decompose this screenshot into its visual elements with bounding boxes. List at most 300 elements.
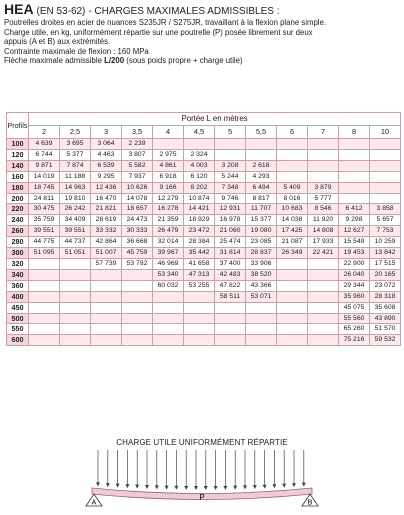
profile-cell: 100 — [7, 139, 29, 150]
load-value-cell — [277, 335, 308, 346]
load-arrow-head — [106, 483, 110, 487]
load-value-cell — [215, 324, 246, 335]
load-arrow-head — [96, 482, 100, 486]
load-value-cell — [29, 335, 60, 346]
desc-line-1: Poutrelles droites en acier de nuances S235JR / S275JR, travaillant à la flexion plane simple. — [4, 18, 327, 27]
load-value-cell — [153, 302, 184, 313]
diagram-label: CHARGE UTILE UNIFORMÉMENT RÉPARTIE — [116, 438, 288, 447]
table-row — [7, 313, 401, 324]
load-value-cell: 37 400 — [215, 258, 246, 269]
load-value-cell: 28 318 — [370, 291, 401, 302]
load-value-cell — [370, 139, 401, 150]
title-main: HEA — [4, 1, 34, 17]
load-arrow-head — [282, 484, 286, 488]
load-value-cell: 28 837 — [246, 248, 277, 259]
load-value-cell — [308, 335, 339, 346]
load-value-cell: 19 453 — [339, 248, 370, 259]
table-row — [7, 258, 401, 269]
table-row — [7, 171, 401, 182]
load-value-cell: 7 753 — [370, 226, 401, 237]
load-arrow-head — [302, 483, 306, 487]
span-header-row — [7, 126, 401, 139]
load-value-cell — [246, 313, 277, 324]
load-value-cell — [339, 149, 370, 160]
title-rest: - CHARGES MAXIMALES ADMISSIBLES : — [88, 6, 280, 17]
load-value-cell: 13 842 — [370, 248, 401, 259]
load-value-cell: 51 051 — [60, 248, 91, 259]
load-value-cell: 33 906 — [246, 258, 277, 269]
load-value-cell — [122, 313, 153, 324]
load-value-cell — [215, 335, 246, 346]
profile-cell: 220 — [7, 204, 29, 215]
load-arrow-head — [184, 486, 188, 490]
load-arrow-head — [125, 484, 129, 488]
load-value-cell: 11 707 — [246, 204, 277, 215]
load-value-cell — [60, 269, 91, 280]
load-value-cell — [29, 324, 60, 335]
load-value-cell — [91, 291, 122, 302]
profile-cell: 300 — [7, 248, 29, 259]
load-value-cell: 3 695 — [60, 139, 91, 150]
span-header-cell: 8 — [339, 126, 370, 139]
load-value-cell — [308, 258, 339, 269]
load-value-cell: 8 016 — [277, 193, 308, 204]
span-header-cell: 5 — [215, 126, 246, 139]
table-row — [7, 248, 401, 259]
load-value-cell: 75 216 — [339, 335, 370, 346]
load-value-cell: 18 745 — [29, 182, 60, 193]
span-header-cell: 3 — [91, 126, 122, 139]
load-value-cell: 22 421 — [308, 248, 339, 259]
load-value-cell: 60 032 — [153, 280, 184, 291]
load-value-cell: 10 874 — [184, 193, 215, 204]
load-arrow-head — [272, 484, 276, 488]
table-row — [7, 280, 401, 291]
load-value-cell — [60, 302, 91, 313]
table-row — [7, 204, 401, 215]
load-value-cell: 2 239 — [122, 139, 153, 150]
load-value-cell — [308, 171, 339, 182]
load-value-cell: 10 626 — [122, 182, 153, 193]
table-row — [7, 160, 401, 171]
header — [4, 3, 402, 66]
load-arrow-head — [116, 484, 120, 488]
load-value-cell: 21 359 — [153, 215, 184, 226]
load-value-cell: 16 978 — [215, 215, 246, 226]
load-value-cell: 5 409 — [277, 182, 308, 193]
load-value-cell — [277, 302, 308, 313]
load-value-cell: 22 900 — [339, 258, 370, 269]
load-value-cell: 9 746 — [215, 193, 246, 204]
table-head-row-1 — [7, 113, 401, 126]
span-header-cell: 4 — [153, 126, 184, 139]
load-value-cell — [60, 335, 91, 346]
load-value-cell: 16 470 — [91, 193, 122, 204]
load-arrow-head — [145, 485, 149, 489]
profile-cell: 400 — [7, 291, 29, 302]
fleche-line — [4, 56, 402, 66]
load-value-cell — [339, 160, 370, 171]
profile-cell: 240 — [7, 215, 29, 226]
profile-cell: 160 — [7, 171, 29, 182]
load-value-cell: 3 807 — [122, 149, 153, 160]
load-value-cell: 15 549 — [339, 237, 370, 248]
table-row — [7, 335, 401, 346]
load-value-cell — [122, 335, 153, 346]
span-header-cell: 6 — [277, 126, 308, 139]
beam-label: P — [199, 493, 205, 502]
load-value-cell — [308, 324, 339, 335]
load-value-cell — [184, 291, 215, 302]
load-value-cell: 33 332 — [91, 226, 122, 237]
load-value-cell — [153, 139, 184, 150]
load-value-cell: 2 618 — [246, 160, 277, 171]
load-value-cell: 53 071 — [246, 291, 277, 302]
load-value-cell: 35 442 — [184, 248, 215, 259]
profile-cell: 340 — [7, 269, 29, 280]
load-value-cell: 29 344 — [339, 280, 370, 291]
load-value-cell: 53 340 — [153, 269, 184, 280]
load-value-cell: 23 072 — [370, 280, 401, 291]
table-row — [7, 215, 401, 226]
title-ref: (EN 53-62) — [36, 6, 86, 17]
span-header-cell: 7 — [308, 126, 339, 139]
fleche-value: L/200 — [104, 56, 125, 66]
load-value-cell: 11 188 — [60, 171, 91, 182]
load-arrow-head — [243, 485, 247, 489]
load-value-cell: 12 627 — [339, 226, 370, 237]
table-row — [7, 226, 401, 237]
load-value-cell: 9 871 — [29, 160, 60, 171]
load-value-cell — [308, 313, 339, 324]
load-value-cell: 43 890 — [370, 313, 401, 324]
load-arrow-head — [214, 486, 218, 490]
load-value-cell: 6 539 — [91, 160, 122, 171]
load-value-cell: 24 473 — [122, 215, 153, 226]
load-value-cell — [122, 291, 153, 302]
load-value-cell: 9 298 — [339, 215, 370, 226]
load-value-cell — [277, 160, 308, 171]
load-value-cell — [246, 139, 277, 150]
load-value-cell: 5 777 — [308, 193, 339, 204]
profile-cell: 320 — [7, 258, 29, 269]
load-value-cell — [122, 269, 153, 280]
load-value-cell: 44 737 — [60, 237, 91, 248]
load-value-cell: 42 483 — [215, 269, 246, 280]
table-row — [7, 302, 401, 313]
load-value-cell: 8 202 — [184, 182, 215, 193]
load-value-cell — [308, 291, 339, 302]
load-value-cell — [339, 193, 370, 204]
load-value-cell — [277, 171, 308, 182]
load-value-cell: 38 520 — [246, 269, 277, 280]
load-value-cell: 7 937 — [122, 171, 153, 182]
load-value-cell: 12 279 — [153, 193, 184, 204]
load-value-cell: 20 165 — [370, 269, 401, 280]
load-value-cell: 14 421 — [184, 204, 215, 215]
load-value-cell: 35 608 — [370, 302, 401, 313]
load-value-cell — [60, 313, 91, 324]
load-value-cell — [122, 324, 153, 335]
load-value-cell: 3 208 — [215, 160, 246, 171]
load-value-cell — [308, 302, 339, 313]
beam-svg — [82, 437, 322, 513]
load-value-cell — [277, 313, 308, 324]
load-value-cell: 39 551 — [29, 226, 60, 237]
load-value-cell — [215, 139, 246, 150]
load-value-cell — [339, 171, 370, 182]
load-value-cell — [277, 291, 308, 302]
load-value-cell: 15 377 — [246, 215, 277, 226]
load-value-cell: 14 019 — [29, 171, 60, 182]
load-value-cell — [29, 313, 60, 324]
load-value-cell — [370, 160, 401, 171]
desc-line-4: Contrainte maximale de flexion : 160 MPa — [4, 46, 149, 56]
load-value-cell: 36 668 — [122, 237, 153, 248]
load-value-cell: 57 739 — [91, 258, 122, 269]
load-value-cell: 23 085 — [246, 237, 277, 248]
load-value-cell — [215, 149, 246, 160]
load-value-cell — [246, 324, 277, 335]
load-value-cell: 2 324 — [184, 149, 215, 160]
load-value-cell — [91, 269, 122, 280]
load-value-cell: 9 295 — [91, 171, 122, 182]
load-value-cell: 5 657 — [370, 215, 401, 226]
profile-cell: 120 — [7, 149, 29, 160]
load-value-cell: 17 425 — [277, 226, 308, 237]
load-value-cell: 23 472 — [184, 226, 215, 237]
load-value-cell: 39 967 — [153, 248, 184, 259]
load-value-cell — [308, 280, 339, 291]
load-value-cell — [215, 313, 246, 324]
load-value-cell — [277, 149, 308, 160]
load-value-cell: 21 087 — [277, 237, 308, 248]
load-value-cell: 26 479 — [153, 226, 184, 237]
load-value-cell: 53 782 — [122, 258, 153, 269]
load-value-cell — [91, 280, 122, 291]
load-value-cell — [308, 139, 339, 150]
load-value-cell — [60, 280, 91, 291]
load-value-cell — [60, 258, 91, 269]
span-header-cell: 3,5 — [122, 126, 153, 139]
load-arrow-head — [233, 486, 237, 490]
load-value-cell: 2 975 — [153, 149, 184, 160]
load-value-cell: 4 463 — [91, 149, 122, 160]
profile-cell: 140 — [7, 160, 29, 171]
load-value-cell — [277, 324, 308, 335]
load-value-cell: 65 260 — [339, 324, 370, 335]
load-value-cell — [184, 324, 215, 335]
load-value-cell: 45 759 — [122, 248, 153, 259]
load-value-cell: 4 639 — [29, 139, 60, 150]
load-value-cell — [215, 302, 246, 313]
load-value-cell — [153, 291, 184, 302]
table-row — [7, 193, 401, 204]
load-value-cell — [339, 182, 370, 193]
load-value-cell: 4 861 — [153, 160, 184, 171]
profile-cell: 180 — [7, 182, 29, 193]
load-value-cell: 8 546 — [308, 204, 339, 215]
load-value-cell — [370, 193, 401, 204]
table-row — [7, 149, 401, 160]
beam-diagram — [82, 437, 322, 513]
load-value-cell — [246, 302, 277, 313]
load-value-cell: 47 822 — [215, 280, 246, 291]
load-value-cell — [29, 302, 60, 313]
load-value-cell: 14 808 — [308, 226, 339, 237]
load-value-cell: 6 494 — [246, 182, 277, 193]
fleche-prefix: Flèche maximale admissible — [4, 56, 105, 66]
table-row — [7, 324, 401, 335]
load-value-cell — [277, 269, 308, 280]
load-arrow-head — [263, 485, 267, 489]
load-value-cell: 30 475 — [29, 204, 60, 215]
load-value-cell: 17 515 — [370, 258, 401, 269]
load-value-cell: 17 933 — [308, 237, 339, 248]
load-value-cell — [29, 258, 60, 269]
table-row — [7, 237, 401, 248]
load-value-cell: 12 436 — [91, 182, 122, 193]
load-value-cell: 55 560 — [339, 313, 370, 324]
load-value-cell — [308, 269, 339, 280]
load-value-cell: 18 929 — [184, 215, 215, 226]
load-value-cell: 51 007 — [91, 248, 122, 259]
load-value-cell: 12 931 — [215, 204, 246, 215]
load-value-cell: 7 348 — [215, 182, 246, 193]
load-arrow-head — [292, 483, 296, 487]
profile-cell: 600 — [7, 335, 29, 346]
load-value-cell — [60, 324, 91, 335]
load-arrow-head — [194, 486, 198, 490]
load-value-cell — [153, 313, 184, 324]
load-value-cell: 26 040 — [339, 269, 370, 280]
load-value-cell — [153, 335, 184, 346]
load-value-cell: 26 242 — [60, 204, 91, 215]
load-value-cell: 30 333 — [122, 226, 153, 237]
load-value-cell: 14 963 — [60, 182, 91, 193]
load-value-cell: 51 570 — [370, 324, 401, 335]
span-header-cell: 4,5 — [184, 126, 215, 139]
load-value-cell: 34 409 — [60, 215, 91, 226]
load-value-cell: 9 166 — [153, 182, 184, 193]
load-value-cell: 16 278 — [153, 204, 184, 215]
span-header-cell: 5,5 — [246, 126, 277, 139]
profile-cell: 550 — [7, 324, 29, 335]
load-value-cell: 3 858 — [370, 204, 401, 215]
load-value-cell — [91, 335, 122, 346]
load-value-cell: 35 759 — [29, 215, 60, 226]
load-arrows — [96, 450, 306, 490]
load-value-cell — [60, 291, 91, 302]
load-arrow-head — [204, 486, 208, 490]
load-value-cell: 53 255 — [184, 280, 215, 291]
load-value-cell — [184, 139, 215, 150]
load-value-cell — [246, 335, 277, 346]
load-value-cell: 3 879 — [308, 182, 339, 193]
load-value-cell — [370, 182, 401, 193]
load-value-cell — [184, 313, 215, 324]
load-value-cell: 8 817 — [246, 193, 277, 204]
load-arrow-head — [135, 485, 139, 489]
load-value-cell: 59 532 — [370, 335, 401, 346]
load-value-cell: 46 969 — [153, 258, 184, 269]
span-header-cell: 2 — [29, 126, 60, 139]
load-value-cell: 6 918 — [153, 171, 184, 182]
load-value-cell: 28 384 — [184, 237, 215, 248]
load-value-cell: 58 511 — [215, 291, 246, 302]
load-arrow-head — [165, 486, 169, 490]
load-value-cell: 24 811 — [29, 193, 60, 204]
load-value-cell: 14 078 — [122, 193, 153, 204]
load-value-cell: 5 377 — [60, 149, 91, 160]
table-row — [7, 139, 401, 150]
load-value-cell: 19 810 — [60, 193, 91, 204]
load-value-cell: 6 412 — [339, 204, 370, 215]
profile-cell: 450 — [7, 302, 29, 313]
load-value-cell — [277, 139, 308, 150]
load-value-cell: 26 349 — [277, 248, 308, 259]
load-arrow-head — [253, 485, 257, 489]
load-value-cell: 39 551 — [60, 226, 91, 237]
load-value-cell: 25 474 — [215, 237, 246, 248]
load-value-cell — [91, 324, 122, 335]
load-value-cell: 3 064 — [91, 139, 122, 150]
load-value-cell: 19 080 — [246, 226, 277, 237]
profile-cell: 500 — [7, 313, 29, 324]
load-value-cell: 6 120 — [184, 171, 215, 182]
load-value-cell: 31 814 — [215, 248, 246, 259]
span-title: Portée L en mètres — [29, 113, 401, 126]
load-value-cell: 47 313 — [184, 269, 215, 280]
load-value-cell — [246, 149, 277, 160]
load-value-cell — [184, 335, 215, 346]
load-value-cell: 21 060 — [215, 226, 246, 237]
desc-line-2: Charge utile, en kg, uniformément répartie sur une poutrelle (P) posée librement sur deux — [4, 27, 313, 37]
support-a-label: A — [91, 499, 97, 507]
load-arrow-head — [155, 485, 159, 489]
support-b-label: B — [307, 499, 313, 507]
load-value-cell: 41 658 — [184, 258, 215, 269]
profile-cell: 360 — [7, 280, 29, 291]
load-value-cell — [308, 149, 339, 160]
load-arrow-head — [223, 486, 227, 490]
load-value-cell: 18 657 — [122, 204, 153, 215]
page-title — [4, 3, 402, 18]
load-value-cell — [91, 313, 122, 324]
load-value-cell: 7 874 — [60, 160, 91, 171]
load-value-cell: 11 920 — [308, 215, 339, 226]
load-value-cell — [370, 149, 401, 160]
fleche-suffix: (sous poids propre + charge utile) — [124, 56, 243, 66]
load-value-cell — [277, 280, 308, 291]
load-value-cell — [29, 269, 60, 280]
load-value-cell: 6 744 — [29, 149, 60, 160]
load-value-cell: 32 014 — [153, 237, 184, 248]
load-value-cell: 10 683 — [277, 204, 308, 215]
load-value-cell — [29, 291, 60, 302]
load-value-cell: 14 038 — [277, 215, 308, 226]
profiles-header: Profils — [7, 113, 29, 139]
load-value-cell: 4 293 — [246, 171, 277, 182]
load-value-cell — [339, 139, 370, 150]
load-value-cell — [277, 258, 308, 269]
load-value-cell — [29, 280, 60, 291]
load-value-cell: 51 095 — [29, 248, 60, 259]
load-value-cell: 28 619 — [91, 215, 122, 226]
span-header-cell: 2,5 — [60, 126, 91, 139]
load-value-cell: 5 582 — [122, 160, 153, 171]
profile-cell: 280 — [7, 237, 29, 248]
